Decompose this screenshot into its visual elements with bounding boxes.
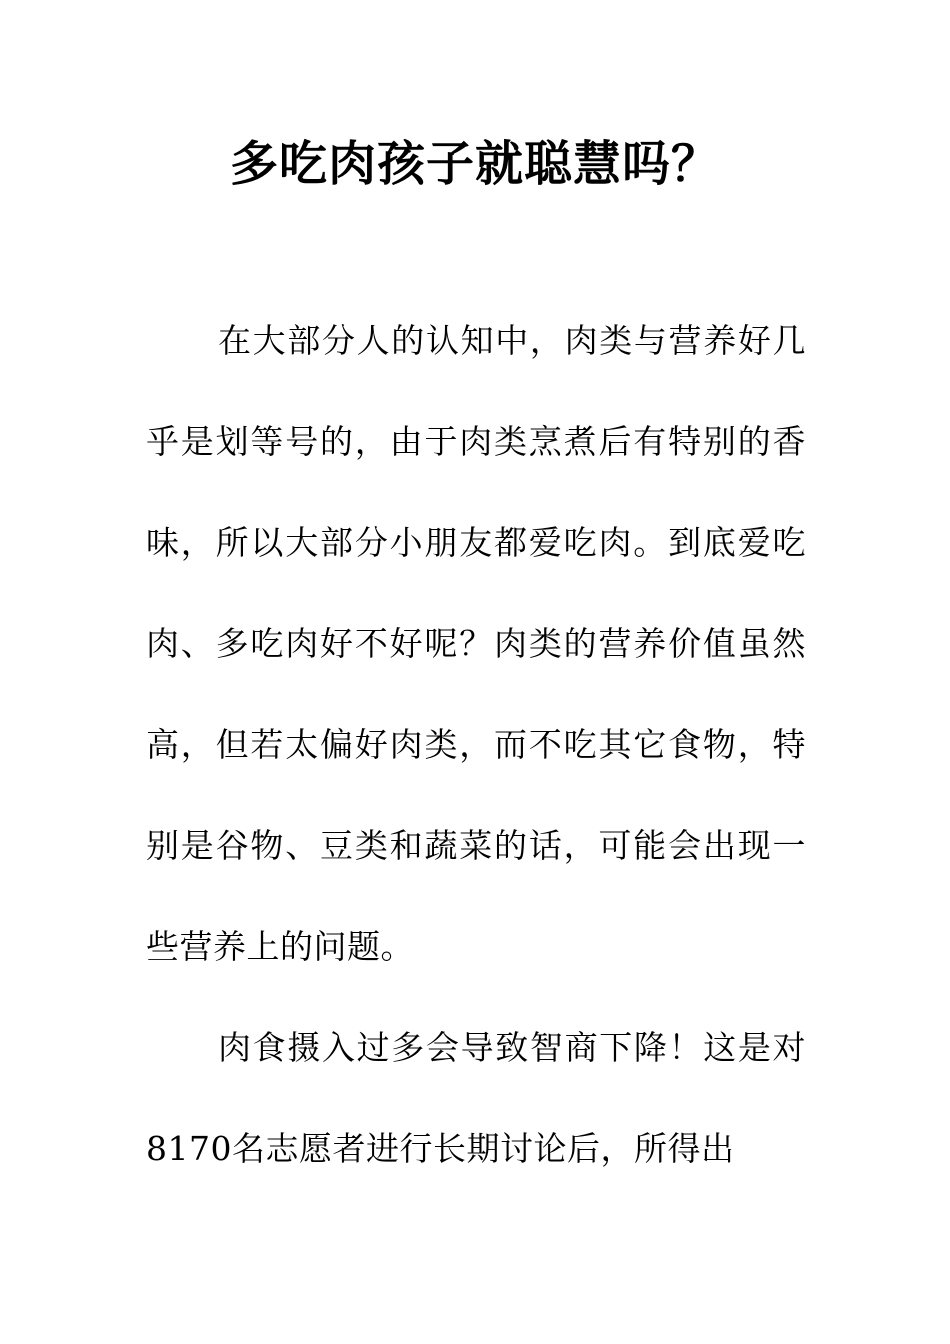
paragraph-2: 肉食摄入过多会导致智商下降！这是对8170名志愿者进行长期讨论后，所得出 — [146, 1028, 806, 1168]
paragraph-1: 在大部分人的认知中，肉类与营养好几乎是划等号的，由于肉类烹煮后有特别的香味，所以大部分小朋友都爱吃肉。到底爱吃肉、多吃肉好不好呢？肉类的营养价值虽然高，但若太偏好肉类，而不吃其它食物，特别是谷物、豆类和蔬菜的话，可能会出现一些营养上的问题。 — [146, 321, 806, 966]
document-body — [146, 290, 806, 1199]
document-title: 多吃肉孩子就聪慧吗？ — [229, 136, 720, 192]
